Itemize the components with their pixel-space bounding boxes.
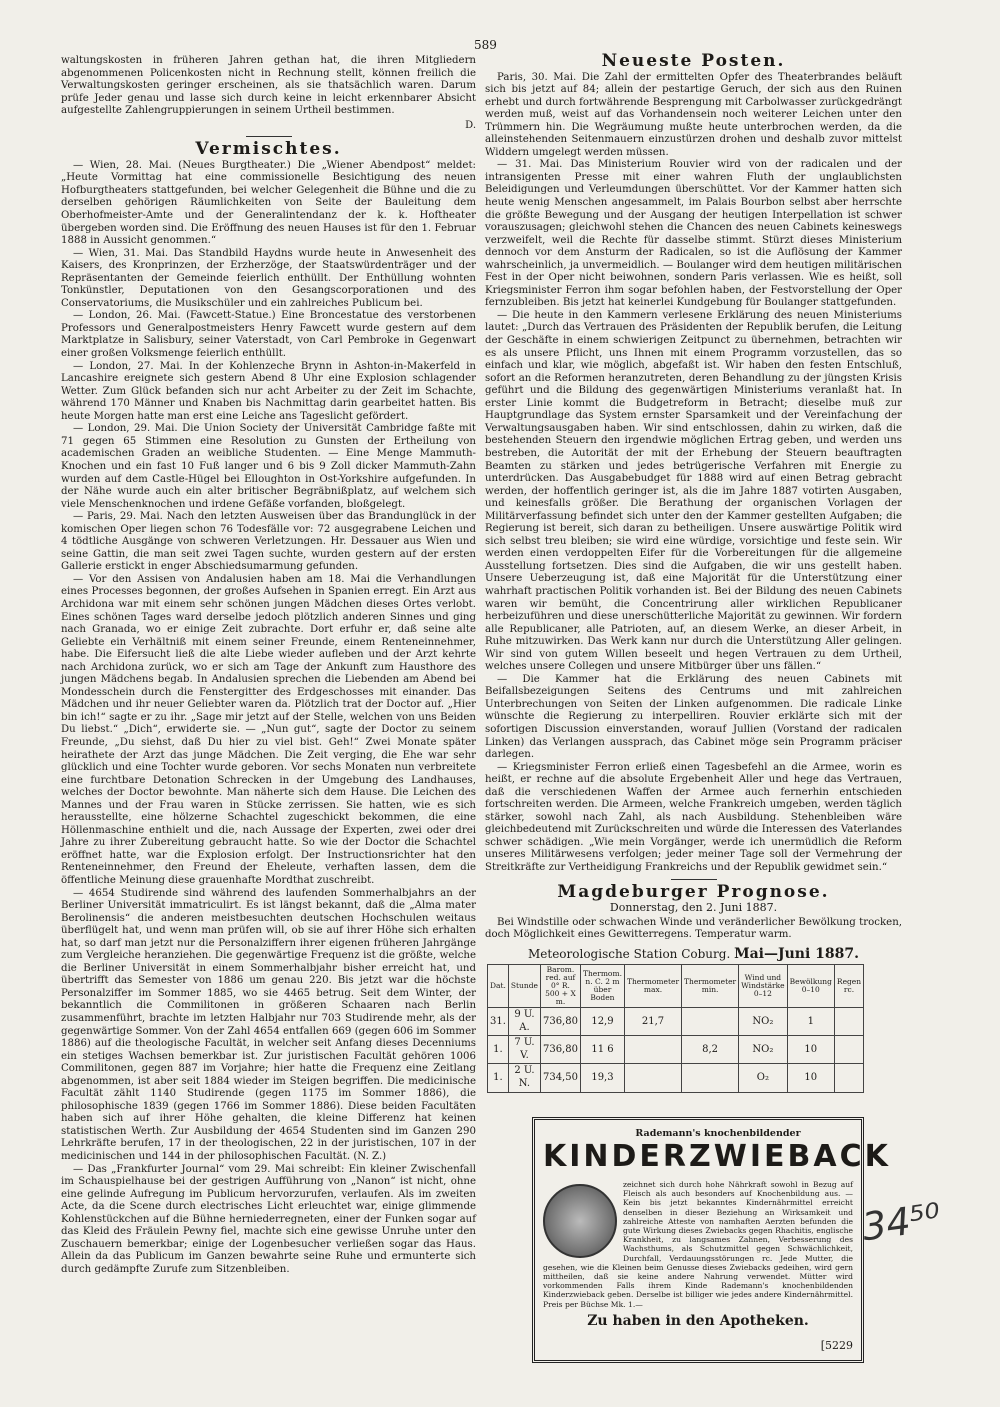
table-cell [624,1064,681,1092]
table-cell: 19,3 [580,1064,624,1092]
table-cell: NO₂ [739,1008,788,1036]
divider [246,136,292,137]
medal-icon [543,1184,617,1258]
news-item: — Das „Frankfurter Journal“ vom 29. Mai schreibt: Ein kleiner Zwischenfall im Schauspielhause bei der gestrigen Aufführung von „Nanon“ ist nicht, ohne eine gelinde Aufregung im Publicum hervorzurufen, verlaufen. Als im zweiten Acte, da die Scene durch electrisches Licht erleuchtet war, einige glimmende Kohlenstückchen auf die Bühne herniederregneten, einer der Funken sogar auf das Kleid des Fräulein Pewny fiel, machte sich eine gewisse Unruhe unter den Zuschauern bemerkbar; einige der Logenbesucher verließen sogar das Haus. Allein da das Publicum im Ganzen bewahrte seine Ruhe und ermunterte sich durch gedämpfte Zurufe zum Sitzenbleiben. [61,1163,476,1275]
forecast-text: Bei Windstille oder schwachen Winde und veränderlicher Bewölkung trocken, doch Möglichkeit eines Gewitterregens. Temperatur warm. [485,916,902,941]
table-header: Thermometer max. [624,965,681,1008]
forecast-title: Magdeburger Prognose. [557,881,830,902]
table-cell [834,1008,863,1036]
table-header: Wind und Windstärke 0–12 [739,965,788,1008]
table-row [488,1008,864,1036]
section-title-vermischtes: Vermischtes. [195,139,342,160]
advertisement-box [532,1117,891,1363]
table-cell: 10 [787,1064,834,1092]
intro-paragraph: waltungskosten in früheren Jahren gethan hat, die ihren Mitgliedern abgenommenen Policenkosten nicht in Rechnung stellt, können freilich die Verwaltungskosten geringer erscheinen, als sie thatsächlich waren. Darum prüfe Jeder genau und lasse sich durch keine in leicht erkennbarer Absicht aufgestellte Zahlengruppierungen in seinem Urtheil bestimmen. [61,55,476,117]
forecast-date: Donnerstag, den 2. Juni 1887. [609,901,778,915]
table-cell: 8,2 [682,1036,739,1064]
met-title-row [485,945,902,962]
divider [671,879,717,880]
weather-table [487,964,864,1092]
table-header: Bewölkung 0–10 [787,965,834,1008]
table-cell: 9 U. A. [508,1008,540,1036]
news-item: — Die heute in den Kammern verlesene Erklärung des neuen Ministeriums lautet: „Durch das Vertrauen des Präsidenten der Republik berufen, die Leitung der Geschäfte in einem schwierigen Zeitpunct zu übernehmen, betrachten wir es als unsere Pflicht, uns Ihnen mit einem Programm vorzustellen, das so einfach und klar, wie möglich, abgefaßt ist. Wir haben den festen Entschluß, sofort an die Reformen heranzutreten, deren Behandlung zu der jüngsten Krisis geführt und die Bildung des gegenwärtigen Ministeriums veranlaßt hat. In erster Linie kommt die Budgetreform in Betracht; dieselbe muß zur Hauptgrundlage das System ernster Sparsamkeit und der Vereinfachung der Verwaltungsausgaben haben. Wir sind entschlossen, dahin zu wirken, daß die bestehenden Steuern den irgendwie möglichen Ertrag geben, und werden uns bestreben, die Autorität der mit der Erhebung der Steuern beauftragten Beamten zu stärken und jedes betrügerische Verfahren mit Energie zu unterdrücken. Das Ausgabebudget für 1888 wird auf einen Betrag gebracht werden, der hoffentlich geringer ist, als die im Jahre 1887 votirten Ausgaben, und keinesfalls größer. Die Berathung der organischen Vorlagen der Militärverfassung befindet sich unter den der Kammer gestellten Aufgaben; die Regierung ist bereit, sich daran zu betheiligen. Unsere auswärtige Politik wird sich selbst treu bleiben; sie wird eine würdige, vorsichtige und feste sein. Wir werden einen verdoppelten Eifer für die Vorbereitungen für die allgemeine Ausstellung fortsetzen. Dies sind die Aufgaben, die wir uns gestellt haben. Unsere Ueberzeugung ist, daß eine Majorität für die Unterstützung einer wahrhaft practischen Politik vorhanden ist. Bei der Bildung des neuen Cabinets waren wir bemüht, die Concentrirung aller wirklichen Republicaner herbeizuführen und diese unerschütterliche Majorität zu gewinnen. Wir fordern alle Republicaner, alle Patrioten, auf, an diesem Werke, an dieser Arbeit, in Ruhe mitzuwirken. Das Werk kann nur durch die Unterstützung Aller gelingen. Wir sind von gutem Willen beseelt und hegen Vertrauen zu dem Urtheil, welches unsere Collegen und unsere Mitbürger über uns fällen.“ [485,309,902,673]
news-item: — London, 29. Mai. Die Union Society der Universität Cambridge faßte mit 71 gegen 65 Stimmen eine Resolution zu Gunsten der Ertheilung von academischen Graden an weibliche Studenten. — Eine Menge Mammuth-Knochen und ein fast 10 Fuß langer und 6 bis 9 Zoll dicker Mammuth-Zahn wurden auf dem Castle-Hügel bei Elloughton in Ost-Yorkshire aufgefunden. In der Nähe wurde auch ein alter britischer Begräbnißplatz, auf welchem sich viele Menschenknochen und irdene Gefäße vorfanden, bloßgelegt. [61,423,476,510]
table-header: Thermometer min. [682,965,739,1008]
table-cell: 734,50 [540,1064,580,1092]
table-header: Stunde [508,965,540,1008]
news-item: — Paris, 29. Mai. Nach den letzten Ausweisen über das Brandunglück in der komischen Oper liegen schon 76 Todesfälle vor: 72 ausgegrabene Leichen und 4 tödtliche Ausgänge von schweren Verletzungen. Hr. Dessauer aus Wien und seine Gattin, die man seit zwei Tagen suchte, wurden gestern auf der ersten Gallerie erstickt in enger Abschiedsumarmung gefunden. [61,511,476,573]
news-item: — 4654 Studirende sind während des laufenden Sommerhalbjahrs an der Berliner Universität immatriculirt. Es ist längst bekannt, daß die „Alma mater Berolinensis“ die anderen meistbesuchten deutschen Hochschulen weitaus überflügelt hat, und wenn man prüfen will, ob sie auf ihrer Höhe sich erhalten hat, so darf man jetzt nur die Personalziffern ihrer eigenen früheren Jahrgänge zum Vergleiche heranziehen. Die gegenwärtige Frequenz ist die größte, welche die Berliner Universität in einem Sommerhalbjahr bisher erreicht hat, und übertrifft das Semester von 1886 um genau 220. Bis jetzt war die höchste Personalziffer im Sommer 1885, wo sie 4465 betrug. Seit dem Winter, der bekanntlich die Commilitonen in größeren Schaaren nach Berlin zusammenführt, brachte im letzten Halbjahr nur 703 Studirende mehr, als der gegenwärtige Sommer. Von der Zahl 4654 entfallen 669 (gegen 606 im Sommer 1886) auf die theologische Facultät, in welcher seit Anfang dieses Decenniums ein stetiges Wachsen bemerkbar ist. Zur juristischen Facultät gehören 1006 Commilitonen, gegen 887 im Vorjahre; hier hatte die Frequenz eine Zeitlang abgenommen, ist aber seit 1884 wieder im Steigen begriffen. Die medicinische Facultät zählt 1140 Studirende (gegen 1175 im Sommer 1886), die philosophische 1839 (gegen 1766 im Sommer 1886). Diese beiden Facultäten haben sich auf ihrer Höhe gehalten, die kleine Differenz hat keinen statistischen Werth. Zur Ausbildung der 4654 Studenten sind im Ganzen 290 Lehrkräfte berufen, 17 in der theologischen, 22 in der juristischen, 107 in der medicinischen und 144 in der philosophischen Facultät. (N. Z.) [61,887,476,1163]
ad-text: zeichnet sich durch hohe Nährkraft sowohl in Bezug auf Fleisch als auch besonders auf Knochenbildung aus. — Kein bis jetzt bekanntes Kindernährmittel erreicht denselben in dieser Beziehung an Wirksamkeit und zahlreiche Atteste von namhaften Aerzten befunden die gute Wirkung dieses Zwiebacks gegen Rhachitis, englische Krankheit, zu langsames Zahnen, Verbesserung des Wachsthums, als Schutzmittel gegen Schwächlichkeit, Durchfall, Verdauungsstörungen rc. Jede Mutter, die gesehen, wie die Kleinen beim Genusse dieses Zwiebacks gedeihen, wird gern mittheilen, daß sie keine andere Nahrung verwendet. Mütter wird vorkommenden Falls ihrem Kinde Rademann's knochenbildenden Kinderzwieback geben. Derselbe ist billiger wie jedes andere Kindernährmittel. Preis per Büchse Mk. 1.— [543,1180,853,1309]
table-cell: 10 [787,1036,834,1064]
table-header: Regen rc. [834,965,863,1008]
news-item: — London, 27. Mai. In der Kohlenzeche Brynn in Ashton-in-Makerfeld in Lancashire ereignete sich gestern Abend 8 Uhr eine Explosion schlagender Wetter. Zum Glück befanden sich nur acht Arbeiter zu der Zeit im Schachte, während 170 Männer und Knaben bis Nachmittag darin gearbeitet hatten. Bis heute Morgen hatte man erst eine Leiche ans Tageslicht gefördert. [61,360,476,422]
news-item: — 31. Mai. Das Ministerium Rouvier wird von der radicalen und der intransigenten Presse mit einer wahren Fluth der unglaublichsten Beleidigungen und Verleumdungen überschüttet. Vor der Kammer hatten sich heute wenig Menschen angesammelt, im Palais Bourbon selbst aber herrschte die größte Bewegung und der Ausgang der heutigen Interpellation ist schwer vorauszusagen; gleichwohl stehen die Chancen des neuen Cabinets keineswegs verzweifelt, weil die Rechte für dasselbe stimmt. Stürzt dieses Ministerium dennoch vor dem Ansturm der Radicalen, so ist die Auflösung der Kammer wahrscheinlich, ja unvermeidlich. — Boulanger wird dem heutigen militärischen Fest in der Oper nicht beiwohnen, sondern Paris verlassen. Wie es heißt, soll Kriegsminister Ferron ihm sogar befohlen haben, der Festvorstellung der Oper fernzubleiben. Bis jetzt hat keinerlei Kundgebung für Boulanger stattgefunden. [485,159,902,309]
ad-top-line: Rademann's knochenbildender [635,1128,801,1139]
page-number: 589 [474,38,497,52]
table-cell: 736,80 [540,1008,580,1036]
table-cell: NO₂ [739,1036,788,1064]
news-item: Paris, 30. Mai. Die Zahl der ermittelten Opfer des Theaterbrandes beläuft sich bis jetzt auf 84; allein der pestartige Geruch, der sich aus den Ruinen erhebt und durch fortwährende Besprengung mit Carbolwasser zurückgedrängt werden muß, weist auf das Vorhandensein noch weiterer Leichen unter den Trümmern hin. Die Wegräumung mußte heute unterbrochen werden, da die alleinstehenden Seitenmauern einzustürzen drohen und deshalb zuvor mittelst Widdern umgelegt werden müssen. [485,71,902,158]
table-row [488,1064,864,1092]
table-cell: 1 [787,1008,834,1036]
table-cell: 31. [488,1008,509,1036]
news-item: — Vor den Assisen von Andalusien haben am 18. Mai die Verhandlungen eines Processes begonnen, der großes Aufsehen in Spanien erregt. Ein Arzt aus Archidona war mit einem sehr schönen jungen Mädchen dieses Ortes verlobt. Eines schönen Tages ward derselbe jedoch plötzlich anderen Sinnes und ging nach Granada, wo er einige Zeit zubrachte. Dort erfuhr er, daß seine alte Geliebte ein Verhältniß mit einem seiner Freunde, einem Renteneinnehmer, habe. Die Eifersucht ließ die alte Liebe wieder aufleben und der Arzt kehrte nach Archidona zurück, wo er sich am Tage der Ankunft zum Hausthore des jungen Mädchens begab. In Andalusien sprechen die Liebenden am Abend bei Mondesschein durch die Fenstergitter des Erdgeschosses mit einander. Das Mädchen und ihr neuer Geliebter waren da. Plötzlich trat der Doctor auf. „Hier bin ich!“ sagte er zu ihr. „Sage mir jetzt auf der Stelle, welchen von uns Beiden Du liebst.“ „Dich“, erwiderte sie. — „Nun gut“, sagte der Doctor zu seinem Freunde, „Du siehst, daß Du hier zu viel bist. Geh!“ Zwei Monate später heirathete der Arzt das junge Mädchen. Die Zeit verging, die Ehe war sehr glücklich und eine Tochter wurde geboren. Vor sechs Monaten nun verbreitete eine furchtbare Detonation Schrecken in der Umgebung des Landhauses, welches der Doctor bewohnte. Man näherte sich dem Hause. Die Leichen des Mannes und der Frau waren in Stücke zerrissen. Sie hatten, wie es sich herausstellte, eine hölzerne Schachtel zugeschickt bekommen, die eine Höllenmaschine enthielt und die, nach Aussage der Experten, zwei oder drei Jahre zu ihrer Zubereitung gebraucht hatte. So wie der Doctor die Schachtel eröffnet hatte, war die Explosion erfolgt. Der Instructionsrichter hat den Renteneinnehmer, den Freund der Eheleute, verhaften lassen, dem die öffentliche Meinung diese grauenhafte Mordthat zuschreibt. [61,573,476,886]
table-header: Thermom. n. C. 2 m über Boden [580,965,624,1008]
met-period: Mai—Juni 1887. [734,945,859,962]
section-title-neueste-posten: Neueste Posten. [601,51,786,71]
table-header: Dat. [488,965,509,1008]
table-cell: 2 U. N. [508,1064,540,1092]
table-cell: 12,9 [580,1008,624,1036]
news-item: — London, 26. Mai. (Fawcett-Statue.) Eine Broncestatue des verstorbenen Professors und Generalpostmeisters Henry Fawcett wurde gestern auf dem Marktplatze in Salisbury, seiner Vaterstadt, von Carl Pembroke in Gegenwart einer großen Volksmenge feierlich enthüllt. [61,310,476,360]
table-cell [834,1036,863,1064]
table-cell: 736,80 [540,1036,580,1064]
left-column [61,55,476,1277]
news-item: — Wien, 31. Mai. Das Standbild Haydns wurde heute in Anwesenheit des Kaisers, des Kronprinzen, der Erzherzöge, der Staatswürdenträger und der Repräsentanten der Gemeinde feierlich enthüllt. Der Enthüllung wohnten Tonkünstler, Deputationen von den Gesangscorporationen und des Conservatoriums, die Musikschüler und ein zahlreiches Publicum bei. [61,247,476,309]
ad-brand: KINDERZWIEBACK [543,1139,891,1174]
ad-number: [5229 [820,1339,853,1352]
news-item: — Kriegsminister Ferron erließ einen Tagesbefehl an die Armee, worin es heißt, er rechne auf die absolute Ergebenheit Aller und hege das Vertrauen, daß die verschiedenen Waffen der Armee auch fernerhin entschieden fortschreiten werden. Die Armeen, welche Frankreich umgeben, werden täglich stärker, sowohl nach Zahl, als nach Ausbildung. Stehenbleiben wäre gleichbedeutend mit Zurückschreiten und würde die Interessen des Vaterlandes schwer schädigen. „Wie mein Vorgänger, werde ich unermüdlich die Reform unseres Militärwesens verfolgen; jeder meiner Tage soll der Vermehrung der Streitkräfte zur Vertheidigung Frankreichs und der Republik gewidmet sein.“ [485,761,902,873]
right-column [485,51,902,1093]
news-item: — Die Kammer hat die Erklärung des neuen Cabinets mit Beifallsbezeigungen Seitens des Centrums und mit zahlreichen Unterbrechungen von Seiten der Linken aufgenommen. Die radicale Linke wünschte die Regierung zu interpelliren. Rouvier erklärte sich mit der sofortigen Discussion einverstanden, worauf Jullien (Vorstand der radicalen Linken) das Verlangen aussprach, das Cabinet möge sein Programm präciser darlegen. [485,673,902,761]
met-station: Meteorologische Station Coburg. [527,946,731,961]
table-cell [682,1008,739,1036]
table-cell: 1. [488,1064,509,1092]
ad-body [543,1180,853,1309]
table-cell [834,1064,863,1092]
table-cell: 11 6 [580,1036,624,1064]
ad-footer: Zu haben in den Apotheken. [587,1312,809,1329]
table-cell: 1. [488,1036,509,1064]
news-item: — Wien, 28. Mai. (Neues Burgtheater.) Die „Wiener Abendpost“ meldet: „Heute Vormittag hat eine commissionelle Besichtigung des neuen Hofburgtheaters stattgefunden, bei welcher Gelegenheit die Bühne und die zu derselben gehörigen Räumlichkeiten von Seite der Bauleitung dem Oberhofmeister-Amte und der Generalintendanz der k. k. Hoftheater übergeben worden sind. Die Eröffnung des neuen Hauses ist für den 1. Februar 1888 in Aussicht genommen.“ [61,159,476,247]
handwritten-annotation: 34⁵⁰ [859,1194,944,1250]
table-cell [624,1036,681,1064]
table-cell: O₂ [739,1064,788,1092]
table-cell: 7 U. V. [508,1036,540,1064]
table-cell [682,1064,739,1092]
intro-signature: D. [465,119,476,131]
table-header: Barom. red. auf 0° R. 500 + X m. [540,965,580,1008]
table-row [488,1036,864,1064]
table-cell: 21,7 [624,1008,681,1036]
